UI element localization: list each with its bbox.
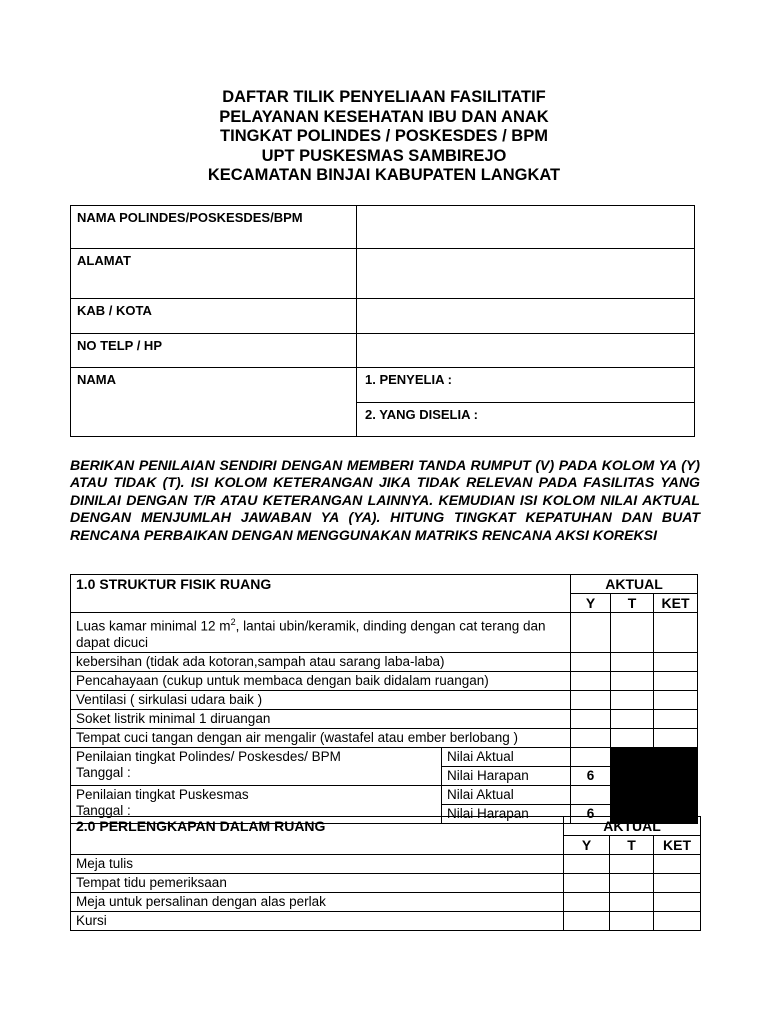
section1-col-ket: KET — [654, 594, 698, 613]
checkbox-y[interactable] — [564, 893, 610, 912]
label-kab-kota: KAB / KOTA — [71, 299, 357, 334]
section1-item-3: Pencahayaan (cukup untuk membaca dengan baik didalam ruangan) — [71, 671, 571, 690]
nilai-harapan-value: 6 — [571, 804, 611, 823]
section1-table — [70, 574, 698, 824]
checkbox-y[interactable] — [571, 613, 611, 653]
title-line-2: PELAYANAN KESEHATAN IBU DAN ANAK — [219, 107, 549, 126]
penilaian-puskesmas-label: Penilaian tingkat Puskesmas — [76, 786, 249, 802]
section2-col-ket: KET — [654, 836, 701, 855]
checkbox-t[interactable] — [611, 690, 654, 709]
document-title — [0, 88, 768, 186]
checkbox-y[interactable] — [564, 874, 610, 893]
ket-cell[interactable] — [654, 652, 698, 671]
tanggal-puskesmas-label: Tanggal : — [76, 802, 131, 818]
checkbox-y[interactable] — [571, 728, 611, 747]
field-penyelia[interactable]: 1. PENYELIA : — [357, 368, 695, 403]
ket-cell[interactable] — [654, 912, 701, 931]
checkbox-y[interactable] — [571, 671, 611, 690]
section1-item-5: Soket listrik minimal 1 diruangan — [71, 709, 571, 728]
checkbox-y[interactable] — [571, 709, 611, 728]
ket-cell[interactable] — [654, 874, 701, 893]
checkbox-t[interactable] — [610, 855, 654, 874]
section2-item-4: Kursi — [71, 912, 564, 931]
nilai-harapan-label: Nilai Harapan — [442, 804, 571, 823]
checkbox-y[interactable] — [564, 912, 610, 931]
label-nama-polindes: NAMA POLINDES/POSKESDES/BPM — [71, 206, 357, 249]
title-line-1: DAFTAR TILIK PENYELIAAN FASILITATIF — [222, 88, 546, 106]
ket-cell[interactable] — [654, 690, 698, 709]
ket-cell[interactable] — [654, 728, 698, 747]
section2-col-t: T — [610, 836, 654, 855]
section1-col-y: Y — [571, 594, 611, 613]
checkbox-t[interactable] — [611, 728, 654, 747]
field-yang-diselia[interactable]: 2. YANG DISELIA : — [357, 403, 695, 437]
nilai-aktual-value[interactable] — [571, 785, 611, 804]
checkbox-t[interactable] — [611, 613, 654, 653]
checkbox-t[interactable] — [610, 874, 654, 893]
title-line-5: KECAMATAN BINJAI KABUPATEN LANGKAT — [207, 166, 561, 185]
instructions-text: BERIKAN PENILAIAN SENDIRI DENGAN MEMBERI TANDA RUMPUT (V) PADA KOLOM YA (Y) ATAU TIDAK (T). ISI KOLOM KETERANGAN JIKA TIDAK RELEVAN PADA FASILITAS YANG DINILAI DENGAN T/R ATAU KETERANGAN LAINNYA. KEMUDIAN ISI KOLOM NILAI AKTUAL DENGAN MENJUMLAH JAWABAN YA (YA). HITUNG TINGKAT KEPATUHAN DAN BUAT RENCANA PERBAIKAN DENGAN MENGGUNAKAN MATRIKS RENCANA AKSI KOREKSI — [70, 457, 700, 543]
label-no-telp: NO TELP / HP — [71, 334, 357, 368]
nilai-aktual-label: Nilai Aktual — [442, 785, 571, 804]
nilai-aktual-label: Nilai Aktual — [442, 747, 571, 766]
section1-item-2: kebersihan (tidak ada kotoran,sampah atau sarang laba-laba) — [71, 652, 571, 671]
checkbox-t[interactable] — [610, 893, 654, 912]
penilaian-polindes-cell — [71, 747, 442, 785]
section1-item-4: Ventilasi ( sirkulasi udara baik ) — [71, 690, 571, 709]
checkbox-t[interactable] — [611, 652, 654, 671]
ket-cell[interactable] — [654, 855, 701, 874]
section2-item-2: Tempat tidu pemeriksaan — [71, 874, 564, 893]
label-nama: NAMA — [71, 368, 357, 437]
checkbox-y[interactable] — [564, 855, 610, 874]
section1-col-t: T — [611, 594, 654, 613]
section2-aktual-header: AKTUAL — [564, 817, 701, 836]
section1-aktual-header: AKTUAL — [571, 575, 698, 594]
checkbox-t[interactable] — [611, 709, 654, 728]
section1-item-6: Tempat cuci tangan dengan air mengalir (wastafel atau ember berlobang ) — [71, 728, 571, 747]
section2-item-1: Meja tulis — [71, 855, 564, 874]
nilai-aktual-value[interactable] — [571, 747, 611, 766]
section2-col-y: Y — [564, 836, 610, 855]
identity-table — [70, 205, 695, 437]
tanggal-polindes-label: Tanggal : — [76, 764, 131, 780]
input-nama-polindes[interactable] — [357, 206, 695, 249]
nilai-harapan-value: 6 — [571, 766, 611, 785]
ket-cell[interactable] — [654, 613, 698, 653]
section2-title: 2.0 PERLENGKAPAN DALAM RUANG — [71, 817, 564, 855]
ket-cell[interactable] — [654, 893, 701, 912]
penilaian-polindes-label: Penilaian tingkat Polindes/ Poskesdes/ BPM — [76, 748, 341, 764]
input-kab-kota[interactable] — [357, 299, 695, 334]
title-line-4: UPT PUSKESMAS SAMBIREJO — [261, 146, 507, 165]
input-no-telp[interactable] — [357, 334, 695, 368]
section1-item-1: Luas kamar minimal 12 $m^2$, lantai ubin/keramik, dinding dengan cat terang dan dapat dicuci — [71, 613, 571, 653]
checkbox-y[interactable] — [571, 652, 611, 671]
nilai-harapan-label: Nilai Harapan — [442, 766, 571, 785]
title-line-3: TINGKAT POLINDES / POSKESDES / BPM — [220, 127, 548, 146]
blacked-out-cell — [611, 747, 698, 785]
checkbox-y[interactable] — [571, 690, 611, 709]
label-alamat: ALAMAT — [71, 249, 357, 299]
section2-table — [70, 816, 701, 931]
ket-cell[interactable] — [654, 709, 698, 728]
section1-title: 1.0 STRUKTUR FISIK RUANG — [71, 575, 571, 613]
input-alamat[interactable] — [357, 249, 695, 299]
ket-cell[interactable] — [654, 671, 698, 690]
checkbox-t[interactable] — [611, 671, 654, 690]
section2-item-3: Meja untuk persalinan dengan alas perlak — [71, 893, 564, 912]
checkbox-t[interactable] — [610, 912, 654, 931]
